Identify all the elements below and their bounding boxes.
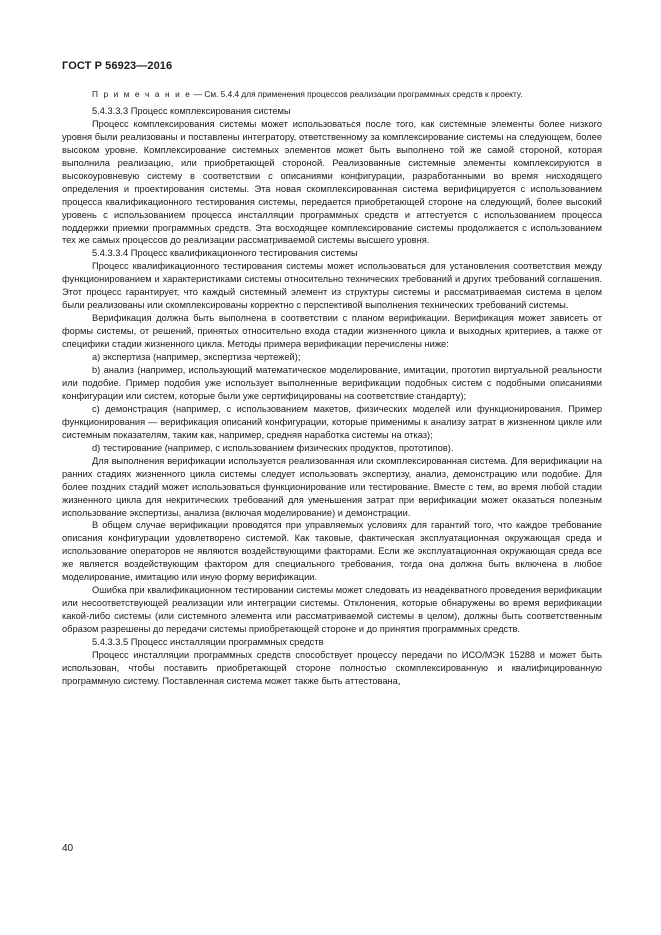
section-heading: 5.4.3.3.4 Процесс квалификационного тестирования системы [92,248,358,259]
list-item: c) демонстрация (например, с использованием макетов, физических моделей или функционирования. Пример функционирования — верификация описаний конфигурации, которые применимы к анализу затрат в жизненном цикле или системным показателям, таким как, например, средняя наработка системы на отказ); [62,403,602,440]
list-item: b) анализ (например, использующий математическое моделирование, имитации, прототип виртуальной реальности или подобие. Пример подобия уже использует выполненные верификации подобных систем с подобными описаниями конфигурации или систем, которые были уже сертифицированы на соответствие стандарту); [62,365,602,401]
document-header: ГОСТ Р 56923—2016 [62,60,173,72]
note-label: П р и м е ч а н и е [92,89,192,99]
section-heading: 5.4.3.3.5 Процесс инсталляции программных средств [92,637,324,648]
page-number: 40 [62,843,74,854]
paragraph: Процесс квалификационного тестирования системы может использоваться для установления соответствия между функционированием и характеристиками системы относительно технических требований и других требований соглашения. Этот процесс гарантирует, что каждый системный элемент из структуры системы и рассматриваемая система в целом были реализованы или скомплексированы корректно с перспективой выполнения технических требований системы. [62,261,602,311]
paragraph: Для выполнения верификации используется реализованная или скомплексированная система. Для верификации на ранних стадиях жизненного цикла системы следует использовать экспертизу, анализ, демонстрацию или подобие. Для более поздних стадий может использоваться функционирование или тестирование. Вместе с тем, во время любой стадии жизненного цикла для некритических требований для уменьшения затрат при верификации может оказаться полезным использование экспертизы, анализа (включая моделирование) и демонстрации. [62,455,602,518]
list-item: d) тестирование (например, с использованием физических продуктов, прототипов). [92,442,454,453]
paragraph: Процесс инсталляции программных средств способствует процессу передачи по ИСО/МЭК 15288 и может быть использован, чтобы поставить приобретающей стороне полностью скомплексированную и квалифицированную программную систему. Поставленная система может также быть аттестована, [62,649,602,686]
note-paragraph [62,88,602,101]
note-text: — См. 5.4.4 для применения процессов реализации программных средств к проекту. [191,89,523,99]
list-item: a) экспертиза (например, экспертиза чертежей); [92,352,301,363]
document-body [62,88,602,688]
paragraph: Ошибка при квалификационном тестировании системы может следовать из неадекватного проведения верификации или несоответствующей реализации или интеграции системы. Отклонения, которые обнаружены во время верификации какой-либо системы (или системного элемента или рассматриваемой системы в целом), должны быть соответственным образом разрешены до передачи системы приобретающей стороне и до принятия программных средств. [62,585,602,635]
paragraph: В общем случае верификации проводятся при управляемых условиях для гарантий того, что каждое требование описания конфигурации удовлетворено системой. Как таковые, фактическая эксплуатационная окружающая среда и использование операторов не являются воздействующими факторами. Если же эксплуатационная окружающая среда все же является воздействующим фактором для специального требования, тогда она должна быть включена в любое моделирование, имитацию или иную форму верификации. [62,520,602,583]
section-heading: 5.4.3.3.3 Процесс комплексирования системы [92,105,291,116]
paragraph: Процесс комплексирования системы может использоваться после того, как системные элементы более низкого уровня были реализованы и поставлены интегратору, ответственному за комплексирование системы на следующем, более высоком уровне. Комплексирование системных элементов может быть выполнено той же самой стороной, которая выполнила реализацию, или приобретающей стороной. Реализованные системные элементы комплексируются в высокоуровневую систему в соответствии с описаниями конфигурации, разработанными во время нисходящего определения и проектирования системы. Эта новая скомплексированная система верифицируется с использованием процесса квалификационного тестирования системы, передается приобретающей стороне на следующий, более высокий уровень с использованием процесса инсталляции программных средств и аттестуется с использованием процесса поддержки приемки программных средств. Эта восходящее комплексирование системы продолжается с использованием тех же самых процессов до реализации рассматриваемой системы высшего уровня. [62,118,602,246]
paragraph: Верификация должна быть выполнена в соответствии с планом верификации. Верификация может зависеть от формы системы, от решений, принятых относительно входа стадии жизненного цикла и выходных критериев, а также от специфики стадии жизненного цикла. Методы примера верификации перечислены ниже: [62,313,602,350]
